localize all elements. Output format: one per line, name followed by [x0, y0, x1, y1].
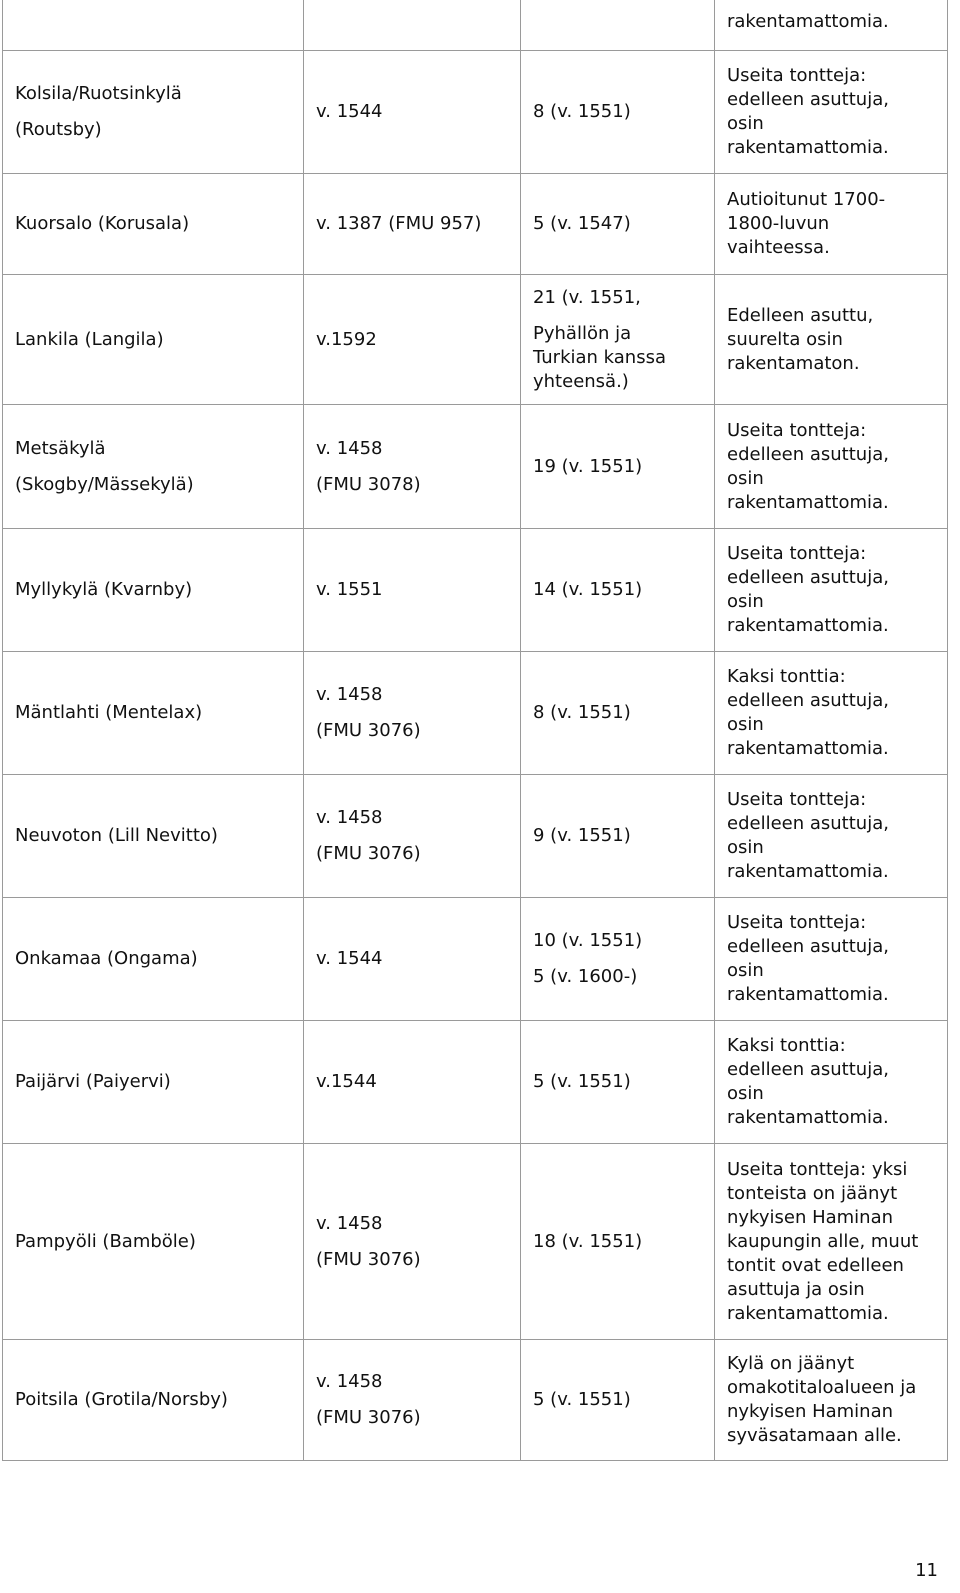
cell-line: (Skogby/Mässekylä)	[15, 473, 194, 495]
first-mention-cell	[304, 405, 521, 529]
cell-line: osin	[727, 960, 764, 981]
village-name-cell	[3, 0, 304, 51]
village-name-cell	[3, 1340, 304, 1461]
table-row	[3, 174, 948, 275]
cell-line: Lankila (Langila)	[15, 328, 164, 350]
status-note-cell	[715, 775, 948, 898]
status-note-cell	[715, 275, 948, 405]
cell-line: v.1592	[316, 328, 377, 350]
first-mention-cell	[304, 652, 521, 775]
cell-line: 5 (v. 1551)	[533, 1389, 631, 1410]
first-mention-cell	[304, 174, 521, 275]
cell-line: 8 (v. 1551)	[533, 702, 631, 723]
cell-line: asuttuja ja osin	[727, 1278, 865, 1300]
cell-line: v. 1458	[316, 684, 383, 705]
first-mention-cell	[304, 0, 521, 51]
house-count-cell	[521, 529, 715, 652]
village-name-cell	[3, 174, 304, 275]
cell-line: syväsatamaan alle.	[727, 1425, 902, 1446]
village-name-cell	[3, 1144, 304, 1340]
village-name-cell	[3, 405, 304, 529]
cell-line: kaupungin alle, muut	[727, 1230, 919, 1252]
first-mention-cell	[304, 775, 521, 898]
house-count-cell	[521, 1144, 715, 1340]
cell-line: 19 (v. 1551)	[533, 455, 643, 477]
table-row	[3, 1144, 948, 1340]
table-row	[3, 405, 948, 529]
cell-line: osin	[727, 467, 764, 489]
status-note-cell	[715, 529, 948, 652]
cell-line: osin	[727, 113, 764, 134]
status-note-cell	[715, 405, 948, 529]
cell-line: tontit ovat edelleen	[727, 1254, 904, 1276]
cell-line: rakentamattomia.	[727, 984, 889, 1005]
cell-line: 5 (v. 1547)	[533, 213, 631, 234]
table-row	[3, 529, 948, 652]
cell-line: Useita tontteja: yksi	[727, 1158, 908, 1180]
table-row	[3, 775, 948, 898]
cell-line: v. 1544	[316, 948, 383, 969]
first-mention-cell	[304, 529, 521, 652]
cell-line: v. 1551	[316, 579, 383, 600]
cell-line: yhteensä.)	[533, 370, 629, 392]
village-name-cell	[3, 51, 304, 174]
house-count-cell	[521, 51, 715, 174]
cell-line: tonteista on jäänyt	[727, 1182, 898, 1204]
cell-line: Useita tontteja:	[727, 543, 867, 564]
cell-line: v. 1458	[316, 1212, 383, 1234]
village-name-cell	[3, 1021, 304, 1144]
status-note-cell	[715, 1021, 948, 1144]
table-row	[3, 0, 948, 51]
cell-line: Autioitunut 1700-	[727, 189, 886, 210]
cell-line: rakentamattomia.	[727, 10, 889, 32]
house-count-cell	[521, 275, 715, 405]
village-name-cell	[3, 898, 304, 1021]
cell-line: v. 1458	[316, 807, 383, 828]
cell-line: Kaksi tonttia:	[727, 666, 846, 687]
status-note-cell	[715, 652, 948, 775]
village-name-cell	[3, 529, 304, 652]
cell-line: edelleen asuttuja,	[727, 89, 889, 110]
cell-line: rakentamattomia.	[727, 738, 889, 759]
cell-line: 1800-luvun	[727, 213, 830, 234]
first-mention-cell	[304, 898, 521, 1021]
house-count-cell	[521, 775, 715, 898]
village-table-body	[3, 0, 948, 1461]
table-row	[3, 898, 948, 1021]
cell-line: rakentamattomia.	[727, 137, 889, 158]
cell-line: 10 (v. 1551)	[533, 930, 643, 951]
house-count-cell	[521, 652, 715, 775]
status-note-cell	[715, 898, 948, 1021]
cell-line: osin	[727, 1083, 764, 1104]
cell-line: v.1544	[316, 1071, 377, 1092]
cell-line: 14 (v. 1551)	[533, 579, 643, 600]
cell-line: (FMU 3076)	[316, 1248, 421, 1270]
cell-line: Useita tontteja:	[727, 65, 867, 86]
village-name-cell	[3, 775, 304, 898]
village-table	[2, 0, 948, 1461]
cell-line: 8 (v. 1551)	[533, 101, 631, 122]
cell-line: Useita tontteja:	[727, 789, 867, 810]
table-row	[3, 1340, 948, 1461]
village-name-cell	[3, 275, 304, 405]
cell-line: (FMU 3076)	[316, 843, 421, 864]
status-note-cell	[715, 1144, 948, 1340]
cell-line: Turkian kanssa	[533, 346, 666, 368]
first-mention-cell	[304, 1340, 521, 1461]
cell-line: v. 1458	[316, 437, 383, 459]
cell-line: suurelta osin	[727, 328, 843, 350]
cell-line: edelleen asuttuja,	[727, 443, 889, 465]
cell-line: Pyhällön ja	[533, 322, 632, 344]
status-note-cell	[715, 174, 948, 275]
cell-line: rakentamattomia.	[727, 1107, 889, 1128]
cell-line: nykyisen Haminan	[727, 1206, 894, 1228]
cell-line: Kuorsalo (Korusala)	[15, 213, 190, 234]
cell-line: Useita tontteja:	[727, 419, 867, 441]
first-mention-cell	[304, 1021, 521, 1144]
cell-line: Metsäkylä	[15, 437, 106, 459]
cell-line: Edelleen asuttu,	[727, 304, 874, 326]
cell-line: (FMU 3076)	[316, 720, 421, 741]
table-row	[3, 652, 948, 775]
cell-line: 21 (v. 1551,	[533, 286, 641, 308]
cell-line: v. 1458	[316, 1371, 383, 1392]
cell-line: Kaksi tonttia:	[727, 1035, 846, 1056]
cell-line: 18 (v. 1551)	[533, 1230, 643, 1252]
first-mention-cell	[304, 51, 521, 174]
cell-line: Kolsila/Ruotsinkylä	[15, 83, 182, 104]
status-note-cell	[715, 1340, 948, 1461]
cell-line: Poitsila (Grotila/Norsby)	[15, 1389, 228, 1410]
cell-line: rakentamattomia.	[727, 861, 889, 882]
cell-line: (Routsby)	[15, 119, 102, 140]
cell-line: rakentamaton.	[727, 352, 860, 374]
cell-line: omakotitaloalueen ja	[727, 1377, 917, 1398]
status-note-cell	[715, 0, 948, 51]
cell-line: Pampyöli (Bamböle)	[15, 1230, 196, 1252]
cell-line: Kylä on jäänyt	[727, 1353, 855, 1374]
cell-line: Neuvoton (Lill Nevitto)	[15, 825, 218, 846]
status-note-cell	[715, 51, 948, 174]
cell-line: (FMU 3076)	[316, 1407, 421, 1428]
cell-line: osin	[727, 837, 764, 858]
cell-line: edelleen asuttuja,	[727, 936, 889, 957]
table-row	[3, 275, 948, 405]
house-count-cell	[521, 174, 715, 275]
cell-line: v. 1544	[316, 101, 383, 122]
cell-line: 5 (v. 1600-)	[533, 966, 638, 987]
cell-line: Onkamaa (Ongama)	[15, 948, 198, 969]
cell-line: 5 (v. 1551)	[533, 1071, 631, 1092]
table-row	[3, 1021, 948, 1144]
house-count-cell	[521, 405, 715, 529]
cell-line: edelleen asuttuja,	[727, 567, 889, 588]
cell-line: Useita tontteja:	[727, 912, 867, 933]
cell-line: vaihteessa.	[727, 237, 830, 258]
first-mention-cell	[304, 1144, 521, 1340]
cell-line: rakentamattomia.	[727, 615, 889, 636]
table-row	[3, 51, 948, 174]
cell-line: rakentamattomia.	[727, 491, 889, 513]
cell-line: Mäntlahti (Mentelax)	[15, 702, 203, 723]
house-count-cell	[521, 898, 715, 1021]
cell-line: osin	[727, 591, 764, 612]
cell-line: edelleen asuttuja,	[727, 813, 889, 834]
cell-line: nykyisen Haminan	[727, 1401, 894, 1422]
cell-line: edelleen asuttuja,	[727, 1059, 889, 1080]
cell-line: v. 1387 (FMU 957)	[316, 213, 482, 234]
cell-line: Myllykylä (Kvarnby)	[15, 579, 193, 600]
house-count-cell	[521, 1340, 715, 1461]
cell-line: osin	[727, 714, 764, 735]
house-count-cell	[521, 1021, 715, 1144]
cell-line: edelleen asuttuja,	[727, 690, 889, 711]
cell-line: 9 (v. 1551)	[533, 825, 631, 846]
cell-line: Paijärvi (Paiyervi)	[15, 1071, 171, 1092]
first-mention-cell	[304, 275, 521, 405]
cell-line: rakentamattomia.	[727, 1302, 889, 1324]
house-count-cell	[521, 0, 715, 51]
village-name-cell	[3, 652, 304, 775]
page-number: 11	[915, 1560, 938, 1581]
cell-line: (FMU 3078)	[316, 473, 421, 495]
